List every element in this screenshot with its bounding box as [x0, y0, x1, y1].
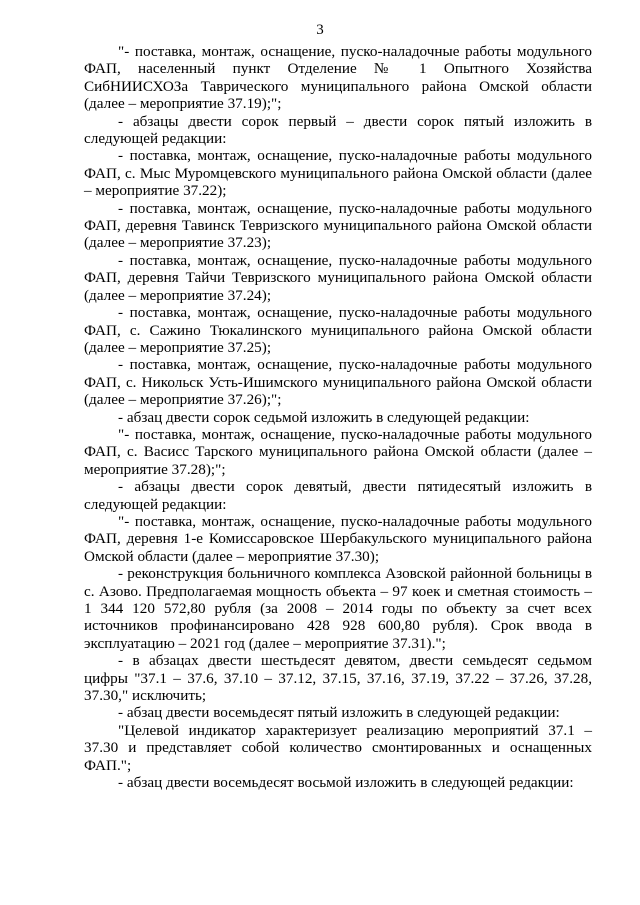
paragraph-16: - абзац двести восемьдесят восьмой изложить в следующей редакции:: [118, 774, 574, 792]
paragraph-9: "- поставка, монтаж, оснащение, пуско-наладочные работы модульного ФАП, с. Васисс Тарского муниципального района Омской области (далее – мероприятие 37.28);";: [84, 425, 592, 478]
paragraph-3: - поставка, монтаж, оснащение, пуско-наладочные работы модульного ФАП, с. Мыс Муромцевского муниципального района Омской области (далее – мероприятие 37.22);: [84, 147, 592, 200]
paragraph-12: - реконструкция больничного комплекса Азовской районной больницы в с. Азово. Предполагаемая мощность объекта – 97 коек и сметная стоимость – 1 344 120 572,80 рубля (за 2008 – 2014 годы по объекту за счет всех источников профинансировано 428 928 600,80 рубля). Срок ввода в эксплуатацию – 2021 год (далее – мероприятие 37.31).";: [84, 565, 592, 652]
paragraph-7: - поставка, монтаж, оснащение, пуско-наладочные работы модульного ФАП, с. Никольск Усть-Ишимского муниципального района Омской области (далее – мероприятие 37.26);";: [84, 356, 592, 409]
paragraph-13: - в абзацах двести шестьдесят девятом, двести семьдесят седьмом цифры "37.1 – 37.6, 37.10 – 37.12, 37.15, 37.16, 37.19, 37.22 – 37.26, 37.28, 37.30," исключить;: [84, 652, 592, 705]
paragraph-8: - абзац двести сорок седьмой изложить в следующей редакции:: [118, 408, 530, 426]
paragraph-11: "- поставка, монтаж, оснащение, пуско-наладочные работы модульного ФАП, деревня 1-е Комиссаровское Шербакульского муниципального района Омской области (далее – мероприятие 37.30);: [84, 512, 592, 565]
paragraph-15: "Целевой индикатор характеризует реализацию мероприятий 37.1 – 37.30 и представляет собой количество смонтированных и оснащенных ФАП.";: [84, 721, 592, 774]
paragraph-14: - абзац двести восемьдесят пятый изложить в следующей редакции:: [118, 704, 560, 722]
paragraph-1: "- поставка, монтаж, оснащение, пуско-наладочные работы модульного ФАП, населенный пункт Отделение № 1 Опытного Хозяйства СибНИИСХОЗа Таврического муниципального района Омской области (далее – мероприятие 37.19);";: [84, 43, 592, 113]
page-number: 3: [316, 22, 324, 38]
paragraph-5: - поставка, монтаж, оснащение, пуско-наладочные работы модульного ФАП, деревня Тайчи Тевризского муниципального района Омской области (далее – мероприятие 37.24);: [84, 251, 592, 304]
paragraph-2: - абзацы двести сорок первый – двести сорок пятый изложить в следующей редакции:: [84, 112, 592, 148]
document-body: [84, 43, 592, 791]
paragraph-4: - поставка, монтаж, оснащение, пуско-наладочные работы модульного ФАП, деревня Тавинск Тевризского муниципального района Омской области (далее – мероприятие 37.23);: [84, 199, 592, 252]
paragraph-6: - поставка, монтаж, оснащение, пуско-наладочные работы модульного ФАП, с. Сажино Тюкалинского муниципального района Омской области (далее – мероприятие 37.25);: [84, 304, 592, 356]
paragraph-10: - абзацы двести сорок девятый, двести пятидесятый изложить в следующей редакции:: [84, 478, 592, 513]
